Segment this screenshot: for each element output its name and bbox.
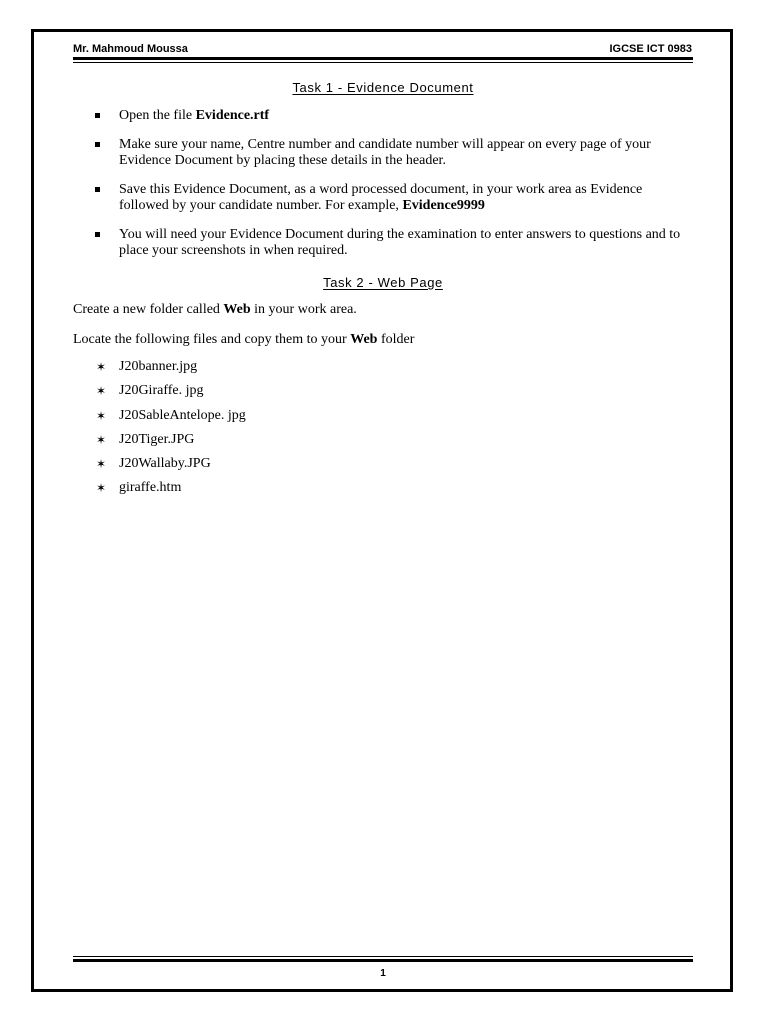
bullet-text: Save this Evidence Document, as a word processed document, in your work area as Evidence followed by your candidate number. For example, bbox=[119, 182, 643, 213]
task1-bullet-list bbox=[93, 108, 693, 272]
paragraph-text: Create a new folder called bbox=[73, 302, 224, 317]
list-item bbox=[96, 383, 246, 407]
locate-files-paragraph bbox=[73, 332, 414, 348]
paragraph-text: folder bbox=[377, 332, 415, 347]
header-author: Mr. Mahmoud Moussa bbox=[73, 43, 188, 55]
file-list bbox=[96, 359, 246, 505]
square-bullet-icon bbox=[95, 113, 100, 118]
bullet-bold-text: Evidence9999 bbox=[402, 198, 485, 213]
paragraph-text: Locate the following files and copy them to your bbox=[73, 332, 351, 347]
square-bullet-icon bbox=[95, 142, 100, 147]
file-name: J20SableAntelope. jpg bbox=[119, 407, 246, 423]
paragraph-bold-text: Web bbox=[350, 332, 378, 347]
bullet-bold-text: Evidence.rtf bbox=[195, 108, 270, 123]
square-bullet-icon bbox=[95, 187, 100, 192]
file-name: J20Wallaby.JPG bbox=[119, 456, 211, 472]
list-item bbox=[96, 480, 246, 504]
list-item bbox=[96, 432, 246, 456]
list-item bbox=[93, 227, 693, 259]
paragraph-bold-text: Web bbox=[223, 302, 251, 317]
file-name: J20Giraffe. jpg bbox=[119, 383, 204, 399]
list-item bbox=[96, 456, 246, 480]
create-folder-paragraph bbox=[73, 302, 357, 318]
header-rule-thin bbox=[73, 62, 693, 63]
footer-rule-thin bbox=[73, 956, 693, 957]
task1-heading: Task 1 - Evidence Document bbox=[292, 80, 474, 95]
list-item bbox=[96, 408, 246, 432]
star-bullet-icon: ✶ bbox=[96, 481, 107, 496]
file-name: J20Tiger.JPG bbox=[119, 431, 195, 447]
bullet-text: Open the file bbox=[119, 108, 196, 123]
paragraph-text: in your work area. bbox=[250, 302, 357, 317]
page-number: 1 bbox=[380, 968, 386, 979]
list-item bbox=[93, 137, 693, 169]
star-bullet-icon: ✶ bbox=[96, 408, 107, 423]
star-bullet-icon: ✶ bbox=[96, 384, 107, 399]
file-name: J20banner.jpg bbox=[119, 359, 198, 374]
footer-rule-thick bbox=[73, 959, 693, 962]
task2-heading: Task 2 - Web Page bbox=[323, 275, 443, 290]
star-bullet-icon: ✶ bbox=[96, 432, 107, 447]
bullet-text: Make sure your name, Centre number and candidate number will appear on every page of your Evidence Document by placing these details in the header. bbox=[119, 137, 651, 168]
list-item bbox=[93, 182, 693, 214]
square-bullet-icon bbox=[95, 232, 100, 237]
list-item bbox=[93, 108, 693, 124]
list-item bbox=[96, 359, 246, 383]
star-bullet-icon: ✶ bbox=[96, 457, 107, 472]
bullet-text: You will need your Evidence Document during the examination to enter answers to questions and to place your screenshots in when required. bbox=[119, 227, 681, 258]
file-name: giraffe.htm bbox=[119, 480, 182, 496]
header-course: IGCSE ICT 0983 bbox=[609, 43, 692, 55]
star-bullet-icon: ✶ bbox=[96, 360, 107, 374]
header-rule-thick bbox=[73, 57, 693, 60]
